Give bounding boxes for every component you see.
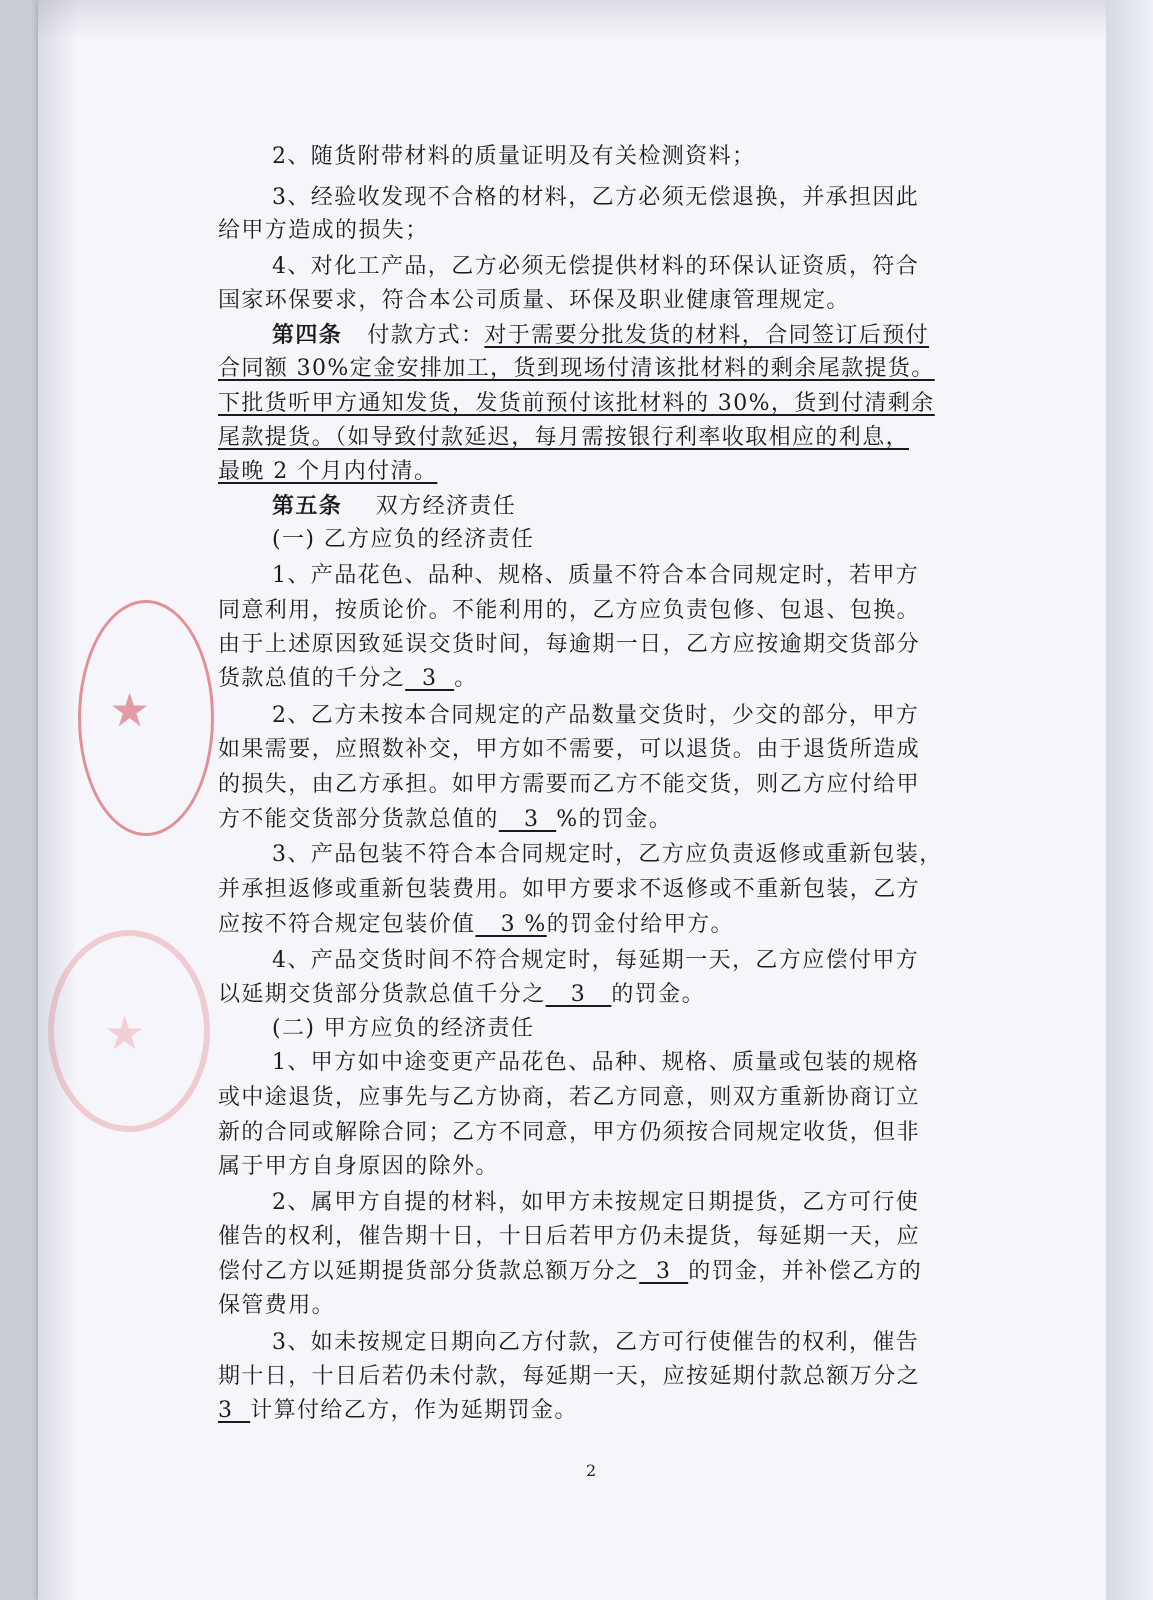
section-heading: (二) 甲方应负的经济责任: [272, 1016, 535, 1041]
text-line: 3、如未按规定日期向乙方付款，乙方可行使催告的权利，催告: [272, 1330, 920, 1355]
scan-shadow-top: [38, 0, 1106, 40]
section-heading: (一) 乙方应负的经济责任: [272, 527, 535, 552]
text-line: 保管费用。: [218, 1293, 336, 1318]
text-line: 合同额 30%定金安排加工，货到现场付清该批材料的剩余尾款提货。: [218, 356, 935, 381]
penalty-rate: 3: [639, 1259, 689, 1284]
text-line: 并承担返修或重新包装费用。如甲方要求不返修或不重新包装，乙方: [218, 877, 921, 902]
text-line: 4、产品交货时间不符合规定时，每延期一天，乙方应偿付甲方: [272, 948, 920, 973]
text-line: 尾款提货。（如导致付款延迟，每月需按银行利率收取相应的利息，: [218, 425, 910, 450]
text-line: 期十日，十日后若仍未付款，每延期一天，应按延期付款总额万分之: [218, 1364, 921, 1389]
clause-text: 计算付给乙方，作为延期罚金。: [250, 1398, 578, 1423]
page-number: 2: [586, 1461, 597, 1480]
underlined-text: 对于需要分批发货的材料，合同签订后预付: [484, 323, 930, 348]
article-title: 付款方式：: [367, 323, 485, 348]
text-line: [218, 662, 478, 697]
clause-text: 的罚金，并补偿乙方的: [688, 1259, 923, 1284]
text-line: 或中途退货，应事先与乙方协商，若乙方同意，则双方重新协商订立: [218, 1085, 921, 1110]
penalty-rate: 3 %: [475, 912, 547, 937]
clause-text: 以延期交货部分货款总值千分之: [218, 982, 546, 1007]
text-line: 如果需要，应照数补交，甲方如不需要，可以退货。由于退货所造成: [218, 737, 921, 762]
article-number: 第四条: [272, 322, 343, 348]
clause-text: %的罚金。: [556, 807, 673, 832]
text-line: 同意利用，按质论价。不能利用的，乙方应负责包修、包退、包换。: [218, 598, 921, 623]
text-line: 1、甲方如中途变更产品花色、品种、规格、质量或包装的规格: [272, 1050, 920, 1075]
clause-text: 方不能交货部分货款总值的: [218, 807, 499, 832]
text-line: 3、产品包装不符合本合同规定时，乙方应负责返修或重新包装，: [272, 842, 943, 867]
article-title: 双方经济责任: [375, 494, 517, 519]
scan-edge: [1106, 0, 1153, 1600]
seal-star-icon: ★: [104, 1006, 146, 1060]
text-line: 属于甲方自身原因的除外。: [218, 1154, 499, 1179]
clause-text: 应按不符合规定包装价值: [218, 912, 476, 937]
text-line: 由于上述原因致延误交货时间，每逾期一日，乙方应按逾期交货部分: [218, 632, 921, 657]
penalty-rate: 3: [405, 666, 455, 691]
penalty-rate: 3: [498, 807, 557, 832]
text-line: 的损失，由乙方承担。如甲方需要而乙方不能交货，则乙方应付给甲: [218, 772, 921, 797]
text-line: 2、属甲方自提的材料，如甲方未按规定日期提货，乙方可行使: [272, 1190, 920, 1215]
text-line: 1、产品花色、品种、规格、质量不符合本合同规定时，若甲方: [272, 563, 920, 588]
text-line: [218, 1394, 578, 1429]
text-line: 下批货听甲方通知发货，发货前预付该批材料的 30%，货到付清剩余: [218, 391, 935, 416]
clause-text: 偿付乙方以延期提货部分货款总额万分之: [218, 1259, 640, 1284]
clause-text: 。: [454, 666, 478, 691]
text-line: 催告的权利，催告期十日，十日后若甲方仍未提货，每延期一天，应: [218, 1224, 921, 1249]
text-line: 2、随货附带材料的质量证明及有关检测资料；: [272, 144, 756, 169]
penalty-rate: 3: [218, 1398, 251, 1423]
clause-text: 的罚金付给甲方。: [546, 912, 734, 937]
article-4-heading: [272, 318, 929, 354]
clause-text: 货款总值的千分之: [218, 666, 406, 691]
text-line: [218, 803, 672, 838]
article-number: 第五条: [272, 493, 343, 519]
text-line: 国家环保要求，符合本公司质量、环保及职业健康管理规定。: [218, 288, 850, 313]
article-5-heading: [272, 489, 516, 525]
text-line: [218, 1255, 922, 1290]
scan-shadow-left: [38, 0, 78, 1600]
text-line: 最晚 2 个月内付清。: [218, 459, 438, 484]
seal-star-icon: ★: [109, 683, 151, 737]
text-line: 给甲方造成的损失；: [218, 218, 429, 243]
text-line: 3、经验收发现不合格的材料，乙方必须无偿退换，并承担因此: [272, 185, 920, 210]
clause-text: 的罚金。: [611, 982, 705, 1007]
text-line: [218, 908, 734, 943]
penalty-rate: 3: [545, 982, 612, 1007]
text-line: 2、乙方未按本合同规定的产品数量交货时，少交的部分，甲方: [272, 703, 920, 728]
text-line: [218, 978, 705, 1013]
text-line: 新的合同或解除合同；乙方不同意，甲方仍须按合同规定收货，但非: [218, 1120, 921, 1145]
red-seal-stamp: [78, 600, 214, 836]
text-line: 4、对化工产品，乙方必须无偿提供材料的环保认证资质，符合: [272, 254, 920, 279]
